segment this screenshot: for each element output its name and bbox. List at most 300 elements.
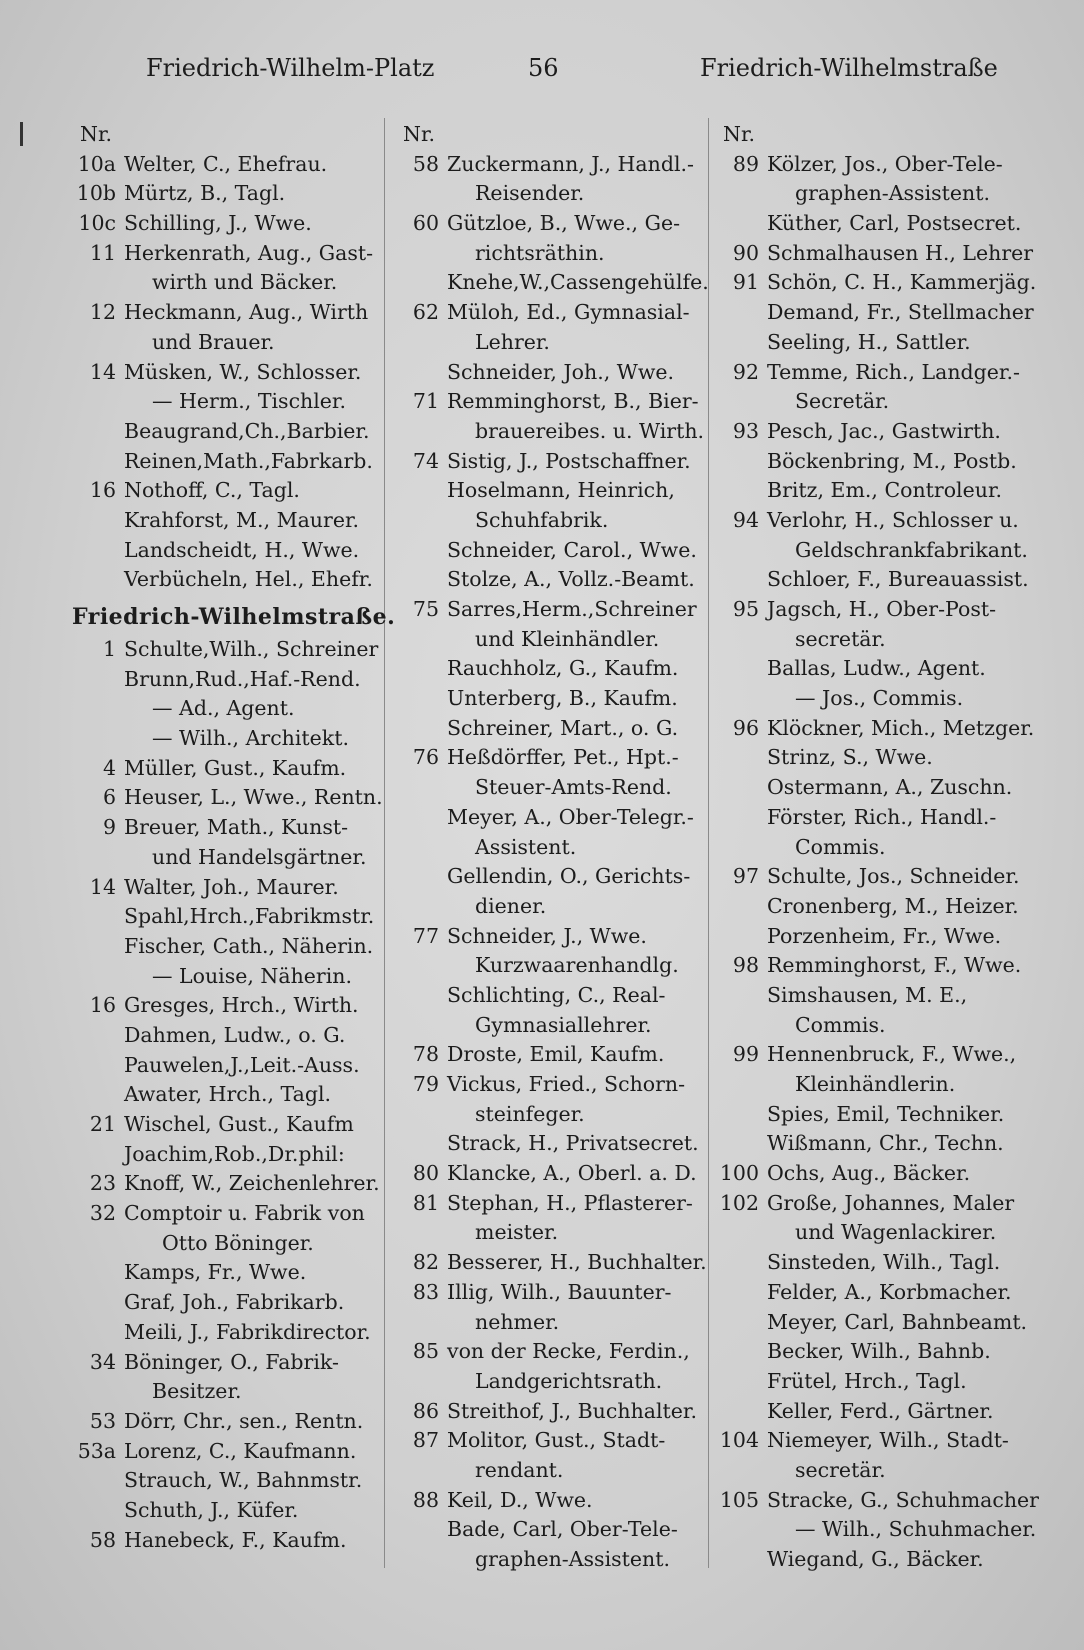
directory-line (72, 268, 392, 298)
house-number: 88 (412, 1487, 439, 1512)
resident-entry: Remminghorst, F., Wwe. (767, 953, 1022, 978)
house-number: 102 (719, 1190, 759, 1215)
house-number: 97 (732, 864, 759, 889)
resident-entry: Gellendin, O., Gerichts- (447, 864, 691, 889)
directory-line (395, 922, 715, 952)
directory-line (72, 1080, 392, 1110)
directory-line (72, 1318, 392, 1348)
directory-line (395, 268, 715, 298)
directory-line (395, 1159, 715, 1189)
resident-entry: Wischel, Gust., Kaufm (124, 1112, 354, 1136)
house-number: 91 (732, 270, 759, 295)
directory-line (395, 981, 715, 1011)
house-number: 23 (89, 1171, 116, 1196)
directory-line (72, 358, 392, 388)
resident-entry: Krahforst, M., Maurer. (124, 507, 360, 532)
resident-entry: Böckenbring, M., Postb. (767, 448, 1017, 473)
directory-line (715, 625, 1045, 655)
resident-entry: Assistent. (475, 834, 577, 859)
directory-line (395, 1218, 715, 1248)
resident-entry: Große, Johannes, Maler (767, 1190, 1015, 1215)
resident-entry: brauereibes. u. Wirth. (475, 418, 705, 443)
header-right: Friedrich-Wilhelmstraße (700, 54, 998, 82)
resident-entry: Kurzwaarenhandlg. (475, 953, 679, 978)
house-number: 93 (732, 418, 759, 443)
resident-entry: Landgerichtsrath. (475, 1368, 663, 1393)
directory-line (72, 536, 392, 566)
resident-entry: Müloh, Ed., Gymnasial- (447, 300, 690, 325)
directory-line (715, 1159, 1045, 1189)
column-3 (715, 120, 1045, 1575)
house-number: 14 (89, 359, 116, 384)
resident-entry: Otto Böninger. (162, 1230, 314, 1255)
resident-entry: Schilling, J., Wwe. (124, 211, 312, 236)
nr-label: Nr. (403, 122, 436, 146)
resident-entry: Müller, Gust., Kaufm. (124, 755, 347, 780)
resident-entry: Sarres,Herm.,Schreiner (447, 597, 697, 621)
directory-line (395, 1278, 715, 1308)
house-number: 95 (732, 597, 759, 621)
house-number: 53 (89, 1408, 116, 1433)
directory-line (72, 1348, 392, 1378)
resident-entry: Müsken, W., Schlosser. (124, 359, 362, 384)
directory-line (72, 1258, 392, 1288)
house-number: 9 (102, 815, 116, 840)
house-number: 71 (412, 389, 439, 414)
resident-entry: — Louise, Näherin. (152, 963, 352, 988)
directory-line (395, 506, 715, 536)
resident-entry: Schreiner, Mart., o. G. (447, 715, 679, 740)
directory-line (72, 694, 392, 724)
directory-line (715, 358, 1045, 388)
resident-entry: Walter, Joh., Maurer. (124, 874, 339, 899)
resident-entry: wirth und Bäcker. (152, 270, 338, 295)
house-number: 58 (412, 151, 439, 176)
directory-line (395, 565, 715, 595)
resident-entry: Mürtz, B., Tagl. (124, 181, 286, 206)
directory-line (395, 833, 715, 863)
resident-entry: Comptoir u. Fabrik von (124, 1201, 365, 1226)
directory-line (395, 298, 715, 328)
directory-line (72, 991, 392, 1021)
directory-line (72, 843, 392, 873)
house-number: 14 (89, 874, 116, 899)
resident-entry: Stracke, G., Schuhmacher (767, 1487, 1039, 1512)
resident-entry: Geldschrankfabrikant. (795, 537, 1028, 562)
directory-line (395, 1129, 715, 1159)
resident-entry: Unterberg, B., Kaufm. (447, 686, 678, 711)
directory-line (715, 1308, 1045, 1338)
resident-entry: Felder, A., Korbmacher. (767, 1279, 1012, 1304)
directory-line (72, 1288, 392, 1318)
directory-line (715, 447, 1045, 477)
resident-entry: Simshausen, M. E., (767, 982, 968, 1007)
resident-entry: Schneider, Joh., Wwe. (447, 359, 675, 384)
resident-entry: Illig, Wilh., Bauunter- (447, 1279, 672, 1304)
directory-line (395, 239, 715, 269)
directory-line (715, 387, 1045, 417)
resident-entry: Beaugrand,Ch.,Barbier. (124, 418, 370, 443)
directory-line (72, 1169, 392, 1199)
resident-entry: Sistig, J., Postschaffner. (447, 448, 691, 473)
resident-entry: Strinz, S., Wwe. (767, 745, 933, 770)
directory-line (715, 1426, 1045, 1456)
house-number: 12 (89, 300, 116, 325)
directory-line (395, 1456, 715, 1486)
resident-entry: Böninger, O., Fabrik- (124, 1349, 339, 1374)
resident-entry: Meyer, Carl, Bahnbeamt. (767, 1309, 1028, 1334)
directory-line (72, 724, 392, 754)
resident-entry: Gymnasiallehrer. (475, 1012, 652, 1037)
resident-entry: Sinsteden, Wilh., Tagl. (767, 1250, 1001, 1275)
directory-line (715, 922, 1045, 952)
resident-entry: Bade, Carl, Ober-Tele- (447, 1517, 678, 1542)
directory-line (72, 179, 392, 209)
resident-entry: Hanebeck, F., Kaufm. (124, 1527, 347, 1552)
resident-entry: Förster, Rich., Handl.- (767, 804, 997, 829)
house-number: 74 (412, 448, 439, 473)
house-number: 100 (719, 1161, 759, 1186)
directory-line (72, 1110, 392, 1140)
resident-entry: Besitzer. (152, 1379, 242, 1404)
directory-line (395, 1070, 715, 1100)
directory-line (395, 1189, 715, 1219)
resident-entry: Meili, J., Fabrikdirector. (124, 1319, 371, 1344)
directory-line (715, 1189, 1045, 1219)
house-number: 53a (77, 1438, 116, 1463)
house-number: 99 (732, 1042, 759, 1067)
house-number: 21 (89, 1112, 116, 1136)
house-number: 94 (732, 507, 759, 532)
directory-line (715, 1456, 1045, 1486)
directory-line (72, 1496, 392, 1526)
directory-line (715, 506, 1045, 536)
directory-line (395, 417, 715, 447)
directory-line (395, 536, 715, 566)
resident-entry: Seeling, H., Sattler. (767, 329, 971, 354)
resident-entry: Dörr, Chr., sen., Rentn. (124, 1408, 364, 1433)
resident-entry: Temme, Rich., Landger.- (767, 359, 1020, 384)
resident-entry: Dahmen, Ludw., o. G. (124, 1022, 346, 1047)
resident-entry: Ballas, Ludw., Agent. (767, 656, 986, 681)
resident-entry: und Kleinhändler. (475, 626, 660, 651)
nr-label: Nr. (723, 122, 756, 146)
directory-line (72, 328, 392, 358)
directory-line (72, 932, 392, 962)
directory-line (395, 1011, 715, 1041)
resident-entry: Frütel, Hrch., Tagl. (767, 1368, 967, 1393)
resident-entry: nehmer. (475, 1309, 560, 1334)
resident-entry: Schneider, Carol., Wwe. (447, 537, 697, 562)
directory-line (72, 476, 392, 506)
resident-entry: Molitor, Gust., Stadt- (447, 1428, 666, 1453)
resident-entry: Gresges, Hrch., Wirth. (124, 993, 359, 1018)
street-heading: Friedrich-Wilhelmstraße. (72, 604, 396, 630)
resident-entry: Schuth, J., Küfer. (124, 1497, 299, 1522)
house-number: 4 (102, 755, 116, 780)
resident-entry: Stolze, A., Vollz.-Beamt. (447, 567, 695, 592)
resident-entry: Welter, C., Ehefrau. (124, 151, 328, 176)
resident-entry: Küther, Carl, Postsecret. (767, 211, 1022, 236)
directory-line (395, 476, 715, 506)
directory-line (395, 1397, 715, 1427)
house-number: 76 (412, 745, 439, 770)
directory-line (72, 1437, 392, 1467)
resident-entry: Herkenrath, Aug., Gast- (124, 240, 374, 265)
directory-line (395, 595, 715, 625)
directory-line (715, 743, 1045, 773)
house-number: 86 (412, 1398, 439, 1423)
resident-entry: Lorenz, C., Kaufmann. (124, 1438, 357, 1463)
directory-line (72, 298, 392, 328)
directory-line (395, 684, 715, 714)
house-number: 1 (102, 637, 116, 661)
resident-entry: Remminghorst, B., Bier- (447, 389, 699, 414)
resident-entry: Schloer, F., Bureauassist. (767, 567, 1029, 592)
directory-line (715, 1486, 1045, 1516)
directory-line (395, 803, 715, 833)
directory-line (72, 417, 392, 447)
house-number: 85 (412, 1339, 439, 1364)
column-2 (395, 120, 715, 1575)
resident-entry: Commis. (795, 834, 886, 859)
directory-line (715, 536, 1045, 566)
directory-line (715, 417, 1045, 447)
directory-line (715, 565, 1045, 595)
resident-entry: Jagsch, H., Ober-Post- (767, 597, 997, 621)
directory-line (715, 1011, 1045, 1041)
directory-line (715, 803, 1045, 833)
resident-entry: Demand, Fr., Stellmacher (767, 300, 1034, 325)
directory-line (395, 1367, 715, 1397)
resident-entry: steinfeger. (475, 1101, 585, 1126)
directory-line (395, 862, 715, 892)
resident-entry: Meyer, A., Ober-Telegr.- (447, 804, 694, 829)
resident-entry: Becker, Wilh., Bahnb. (767, 1339, 991, 1364)
resident-entry: Rauchholz, G., Kaufm. (447, 656, 679, 681)
resident-entry: richtsräthin. (475, 240, 605, 265)
directory-line (72, 1021, 392, 1051)
house-number: 92 (732, 359, 759, 384)
resident-entry: Klancke, A., Oberl. a. D. (447, 1161, 697, 1186)
directory-line (715, 1070, 1045, 1100)
directory-line (72, 1407, 392, 1437)
resident-entry: graphen-Assistent. (475, 1547, 670, 1571)
directory-line (715, 862, 1045, 892)
resident-entry: Reisender. (475, 181, 585, 206)
directory-line (395, 328, 715, 358)
directory-line (72, 447, 392, 477)
directory-line (395, 1337, 715, 1367)
resident-entry: Steuer-Amts-Rend. (475, 775, 672, 800)
resident-entry: graphen-Assistent. (795, 181, 990, 206)
directory-line (395, 1486, 715, 1516)
house-number: 77 (412, 923, 439, 948)
directory-line (715, 595, 1045, 625)
resident-entry: Verbücheln, Hel., Ehefr. (124, 567, 373, 592)
directory-line (395, 625, 715, 655)
house-number: 82 (412, 1250, 439, 1275)
resident-entry: — Wilh., Architekt. (152, 726, 349, 751)
header-left: Friedrich-Wilhelm-Platz (146, 54, 435, 82)
column-1 (72, 120, 396, 1555)
directory-line (72, 813, 392, 843)
directory-line (72, 565, 392, 595)
resident-entry: Schön, C. H., Kammerjäg. (767, 270, 1037, 295)
directory-line (715, 209, 1045, 239)
resident-entry: und Brauer. (152, 329, 275, 354)
resident-entry: Hoselmann, Heinrich, (447, 478, 675, 503)
resident-entry: meister. (475, 1220, 559, 1245)
resident-entry: Spahl,Hrch.,Fabrikmstr. (124, 904, 375, 929)
resident-entry: Secretär. (795, 389, 890, 414)
directory-line (715, 298, 1045, 328)
resident-entry: Kölzer, Jos., Ober-Tele- (767, 151, 1003, 176)
directory-line (395, 714, 715, 744)
resident-entry: rendant. (475, 1457, 564, 1482)
resident-entry: Spies, Emil, Techniker. (767, 1101, 1005, 1126)
directory-line (72, 873, 392, 903)
resident-entry: Awater, Hrch., Tagl. (124, 1082, 332, 1107)
directory-line (715, 1100, 1045, 1130)
resident-entry: Fischer, Cath., Näherin. (124, 933, 374, 958)
house-number: 16 (89, 993, 116, 1018)
directory-line (72, 962, 392, 992)
directory-line (395, 1545, 715, 1575)
resident-entry: Keil, D., Wwe. (447, 1487, 593, 1512)
resident-entry: Brunn,Rud.,Haf.-Rend. (124, 666, 361, 691)
resident-entry: und Wagenlackirer. (795, 1220, 997, 1245)
directory-line (715, 476, 1045, 506)
resident-entry: secretär. (795, 1457, 886, 1482)
resident-entry: Commis. (795, 1012, 886, 1037)
house-number: 75 (412, 597, 439, 621)
resident-entry: Schulte,Wilh., Schreiner (124, 637, 379, 661)
directory-line (715, 1129, 1045, 1159)
resident-entry: Zuckermann, J., Handl.- (447, 151, 694, 176)
resident-entry: Knoff, W., Zeichenlehrer. (124, 1171, 380, 1196)
resident-entry: Britz, Em., Controleur. (767, 478, 1003, 503)
directory-line (72, 239, 392, 269)
resident-entry: Wißmann, Chr., Techn. (767, 1131, 1004, 1156)
resident-entry: Gützloe, B., Wwe., Ge- (447, 211, 681, 236)
resident-entry: Vickus, Fried., Schorn- (447, 1072, 686, 1096)
resident-entry: Strack, H., Privatsecret. (447, 1131, 699, 1156)
house-number: 16 (89, 478, 116, 503)
directory-line (715, 773, 1045, 803)
resident-entry: Niemeyer, Wilh., Stadt- (767, 1428, 1009, 1453)
directory-line (395, 951, 715, 981)
resident-entry: Klöckner, Mich., Metzger. (767, 715, 1035, 740)
directory-line (715, 1337, 1045, 1367)
resident-entry: Verlohr, H., Schlosser u. (767, 507, 1019, 532)
resident-entry: Keller, Ferd., Gärtner. (767, 1398, 994, 1423)
resident-entry: — Ad., Agent. (152, 696, 295, 721)
resident-entry: — Jos., Commis. (795, 686, 964, 711)
directory-line (395, 654, 715, 684)
resident-entry: Wiegand, G., Bäcker. (767, 1547, 984, 1571)
directory-line (715, 1545, 1045, 1575)
margin-mark (20, 122, 23, 146)
resident-entry: Streithof, J., Buchhalter. (447, 1398, 697, 1423)
directory-line (72, 754, 392, 784)
directory-line (395, 1040, 715, 1070)
directory-line (395, 179, 715, 209)
resident-entry: Ostermann, A., Zuschn. (767, 775, 1013, 800)
directory-line (72, 1199, 392, 1229)
resident-entry: Joachim,Rob.,Dr.phil: (124, 1141, 345, 1166)
resident-entry: Pauwelen,J.,Leit.-Auss. (124, 1052, 360, 1077)
house-number: 32 (89, 1201, 116, 1226)
directory-line (715, 1278, 1045, 1308)
resident-entry: Pesch, Jac., Gastwirth. (767, 418, 1001, 443)
directory-line (72, 1377, 392, 1407)
resident-entry: Breuer, Math., Kunst- (124, 815, 349, 840)
resident-entry: — Wilh., Schuhmacher. (795, 1517, 1037, 1542)
directory-line (395, 150, 715, 180)
resident-entry: Stephan, H., Pflasterer- (447, 1190, 693, 1215)
resident-entry: secretär. (795, 626, 886, 651)
house-number: 81 (412, 1190, 439, 1215)
resident-entry: Schuhfabrik. (475, 507, 609, 532)
directory-line (72, 665, 392, 695)
directory-line (715, 654, 1045, 684)
resident-entry: Graf, Joh., Fabrikarb. (124, 1290, 345, 1315)
resident-entry: Schmalhausen H., Lehrer (767, 240, 1034, 265)
resident-entry: Schulte, Jos., Schneider. (767, 864, 1020, 889)
resident-entry: Landscheidt, H., Wwe. (124, 537, 360, 562)
directory-line (395, 1100, 715, 1130)
directory-line (395, 447, 715, 477)
directory-line (395, 1426, 715, 1456)
resident-entry: Porzenheim, Fr., Wwe. (767, 923, 1002, 948)
directory-line (72, 902, 392, 932)
directory-line (72, 1466, 392, 1496)
house-number: 60 (412, 211, 439, 236)
directory-line (395, 743, 715, 773)
resident-entry: Knehe,W.,Cassengehülfe. (447, 270, 709, 295)
resident-entry: von der Recke, Ferdin., (447, 1339, 690, 1364)
resident-entry: Cronenberg, M., Heizer. (767, 893, 1019, 918)
house-number: 89 (732, 151, 759, 176)
directory-line (395, 1308, 715, 1338)
house-number: 87 (412, 1428, 439, 1453)
resident-entry: Hennenbruck, F., Wwe., (767, 1042, 1017, 1067)
resident-entry: Schlichting, C., Real- (447, 982, 666, 1007)
resident-entry: Heuser, L., Wwe., Rentn. (124, 785, 383, 810)
house-number: 10c (78, 211, 116, 236)
directory-line (715, 714, 1045, 744)
house-number: 80 (412, 1161, 439, 1186)
resident-entry: Schneider, J., Wwe. (447, 923, 647, 948)
house-number: 6 (102, 785, 116, 810)
resident-entry: Heßdörffer, Pet., Hpt.- (447, 745, 679, 770)
directory-line (715, 1397, 1045, 1427)
directory-line (72, 783, 392, 813)
house-number: 10b (76, 181, 116, 206)
directory-line (715, 150, 1045, 180)
house-number: 79 (412, 1072, 439, 1096)
directory-line (715, 239, 1045, 269)
directory-line (715, 981, 1045, 1011)
directory-line (72, 1229, 392, 1259)
resident-entry: Nothoff, C., Tagl. (124, 478, 300, 503)
directory-line (72, 209, 392, 239)
house-number: 90 (732, 240, 759, 265)
resident-entry: Ochs, Aug., Bäcker. (767, 1161, 971, 1186)
directory-line (72, 1140, 392, 1170)
directory-line (715, 1367, 1045, 1397)
